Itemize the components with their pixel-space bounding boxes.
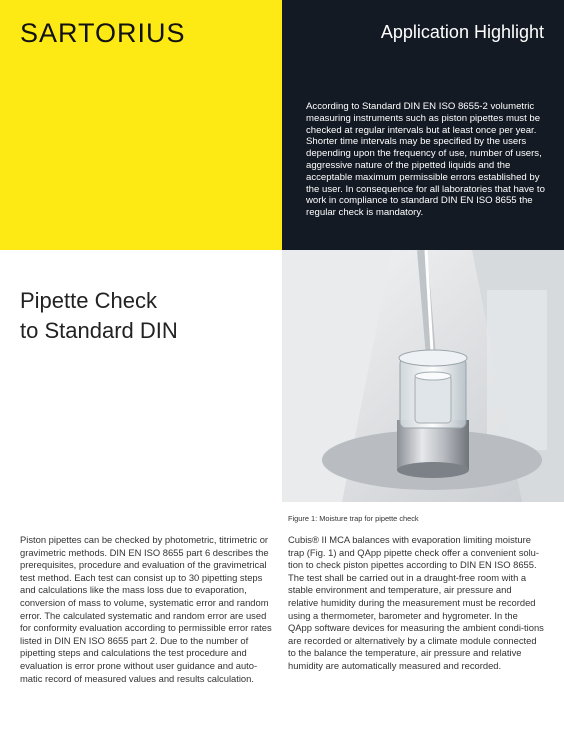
intro-paragraph: According to Standard DIN EN ISO 8655-2 volumetric measuring instruments such as piston pipettes must be checked at regular intervals but at least once per year. Shorter time intervals may be specified by the users depending upon the frequency of use, number of users, aggressive nature of the pipetted liquids and the acceptable maximum permissible errors established by the user. In consequence for all laboratories that have to work in compliance to standard DIN EN ISO 8655 the regular check is mandatory. [306,101,545,219]
document-type-label: Application Highlight [380,22,544,42]
moisture-trap-illustration [282,250,564,502]
header-yellow-panel [0,0,282,250]
figure-caption: Figure 1: Moisture trap for pipette check [288,514,419,523]
body-column-left: Piston pipettes can be checked by photometric, titrimetric or gravimetric methods. DIN EN ISO 8655 part 6 describes the prerequisites, procedure and evaluation of the gravimetrical test method. Each test can consist up to 30 pipetting steps and calculations like the mass loss due to evaporation, conversion of mass to volume, systematic error and random error. The calculated systematic and random error are used for conformity evaluation according to permissible error rates listed in DIN EN ISO 8655 part 2. Due to the number of pipetting steps and calculations the test procedure and evaluation is error prone without user guidance and auto-matic record of measured values and results calculation. [20,534,272,684]
body-column-right: Cubis® II MCA balances with evaporation limiting moisture trap (Fig. 1) and QApp pipette check offer a convenient solu-tion to check piston pipettes according to DIN EN ISO 8655. The test shall be carried out in a draught-free room with a stable environment and temperature, air pressure and relative humidity during the measurement must be recorded using a thermometer, barometer and hygrometer. In the QApp software devices for measuring the ambient condi-tions are recorded or alternatively by a climate module connected to the balance the temperature, air pressure and relative humidity are automatically measured and recorded. [288,534,544,671]
sartorius-logo: SARTORIUS [20,18,186,48]
moisture-trap-photo [282,250,564,502]
title-line-1: Pipette Check [20,288,157,313]
title-line-2: to Standard DIN [20,318,178,343]
page-title [20,286,178,346]
